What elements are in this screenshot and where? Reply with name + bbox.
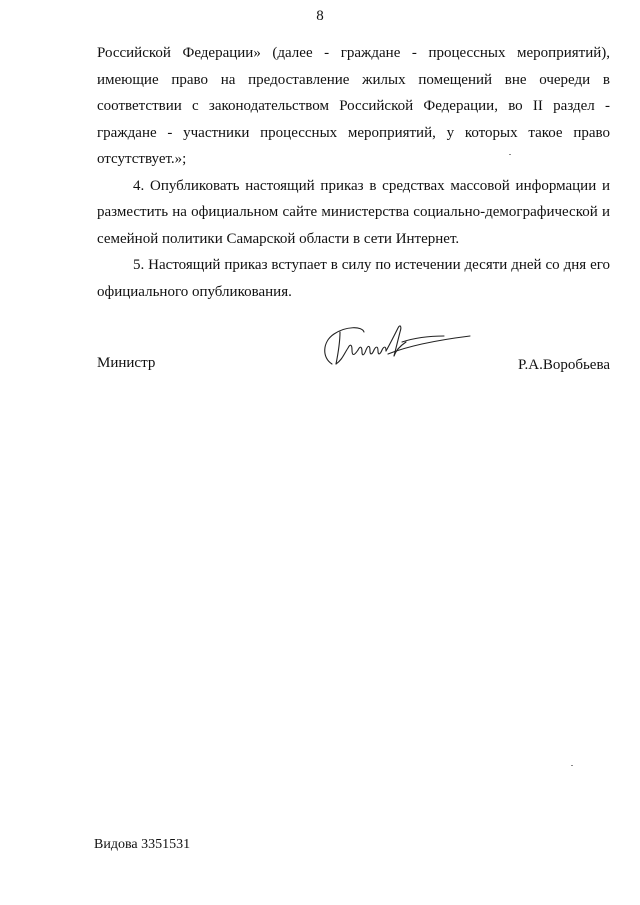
signatory-name: Р.А.Воробьева bbox=[518, 357, 610, 373]
document-body bbox=[97, 40, 610, 305]
paragraph-item-4: 4. Опубликовать настоящий приказ в средствах массовой информации и разместить на официальном сайте министерства социально-демографической и семейной политики Самарской области в сети Интернет. bbox=[97, 177, 610, 247]
signatory-position: Министр bbox=[97, 355, 156, 371]
scan-speck bbox=[509, 154, 511, 155]
executor-footer: Видова 3351531 bbox=[94, 837, 191, 852]
handwritten-signature bbox=[318, 320, 473, 372]
scan-speck bbox=[571, 765, 573, 766]
signature-block bbox=[97, 320, 610, 380]
paragraph-item-5: 5. Настоящий приказ вступает в силу по истечении десяти дней со дня его официального опубликования. bbox=[97, 257, 610, 300]
page-number: 8 bbox=[316, 8, 324, 24]
paragraph-continuation: Российской Федерации» (далее - граждане - процессных мероприятий), имеющие право на предоставление жилых помещений вне очереди в соответствии с законодательством Российской Федерации, во II раздел - граждане - участники процессных мероприятий, у которых такое право отсутствует.»; bbox=[97, 45, 610, 167]
